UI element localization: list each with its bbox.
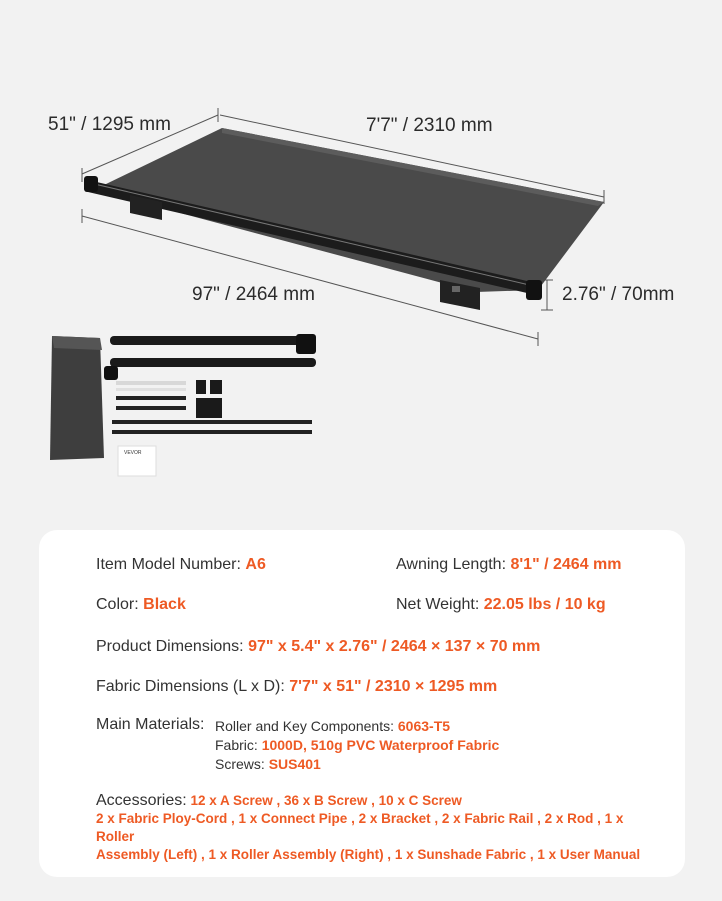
total-length-label: 97" / 2464 mm (192, 284, 315, 305)
fabric-length-label: 7'7" / 2310 mm (366, 115, 493, 136)
material-value: SUS401 (268, 756, 321, 772)
components-kit (50, 334, 316, 476)
material-value: 6063-T5 (397, 718, 451, 734)
main-materials-label: Main Materials: (96, 716, 205, 733)
net-weight-label: Net Weight: (396, 596, 480, 613)
material-value: 1000D, 510g PVC Waterproof Fabric (261, 737, 500, 753)
color-label: Color: (96, 596, 139, 613)
awning-length-label: Awning Length: (396, 556, 507, 573)
awning-length-value: 8'1" / 2464 mm (510, 556, 622, 573)
height-dimension-line (541, 280, 553, 310)
item-model-value: A6 (245, 556, 266, 573)
product-dimensions-label: Product Dimensions: (96, 638, 244, 655)
color-value: Black (143, 596, 186, 613)
net-weight-row (396, 596, 606, 614)
awning-length-row (396, 556, 621, 574)
item-model-label: Item Model Number: (96, 556, 241, 573)
material-item (215, 755, 499, 774)
accessories-label: Accessories: (96, 792, 187, 809)
color-row (96, 596, 186, 614)
materials-list (215, 717, 499, 774)
height-label: 2.76" / 70mm (562, 284, 675, 305)
manual-brand: VEVOR (124, 450, 142, 456)
product-dimensions-row (96, 638, 540, 656)
accessories-value-1: 12 x A Screw , 36 x B Screw , 10 x C Screw (190, 793, 462, 808)
awning-assembled (84, 128, 604, 310)
fabric-dimensions-row (96, 678, 497, 696)
material-label: Roller and Key Components: (215, 718, 394, 734)
net-weight-value: 22.05 lbs / 10 kg (483, 596, 606, 613)
fabric-dimensions-value: 7'7" x 51" / 2310 × 1295 mm (289, 678, 498, 695)
material-item (215, 736, 499, 755)
depth-label: 51" / 1295 mm (48, 114, 171, 135)
material-label: Fabric: (215, 737, 258, 753)
accessories-block (96, 792, 656, 864)
spec-card (39, 530, 685, 877)
main-materials-row (96, 716, 204, 734)
accessories-line-2: 2 x Fabric Ploy-Cord , 1 x Connect Pipe , 2 x Bracket , 2 x Fabric Rail , 2 x Rod , 1 x Roller (96, 811, 624, 844)
item-model-row (96, 556, 266, 574)
accessories-line-1 (96, 792, 656, 810)
accessories-line-3: Assembly (Left) , 1 x Roller Assembly (Right) , 1 x Sunshade Fabric , 1 x User Manual (96, 847, 641, 862)
material-label: Screws: (215, 756, 265, 772)
fabric-dimensions-label: Fabric Dimensions (L x D): (96, 678, 285, 695)
product-dimensions-value: 97" x 5.4" x 2.76" / 2464 × 137 × 70 mm (248, 638, 541, 655)
material-item (215, 717, 499, 736)
